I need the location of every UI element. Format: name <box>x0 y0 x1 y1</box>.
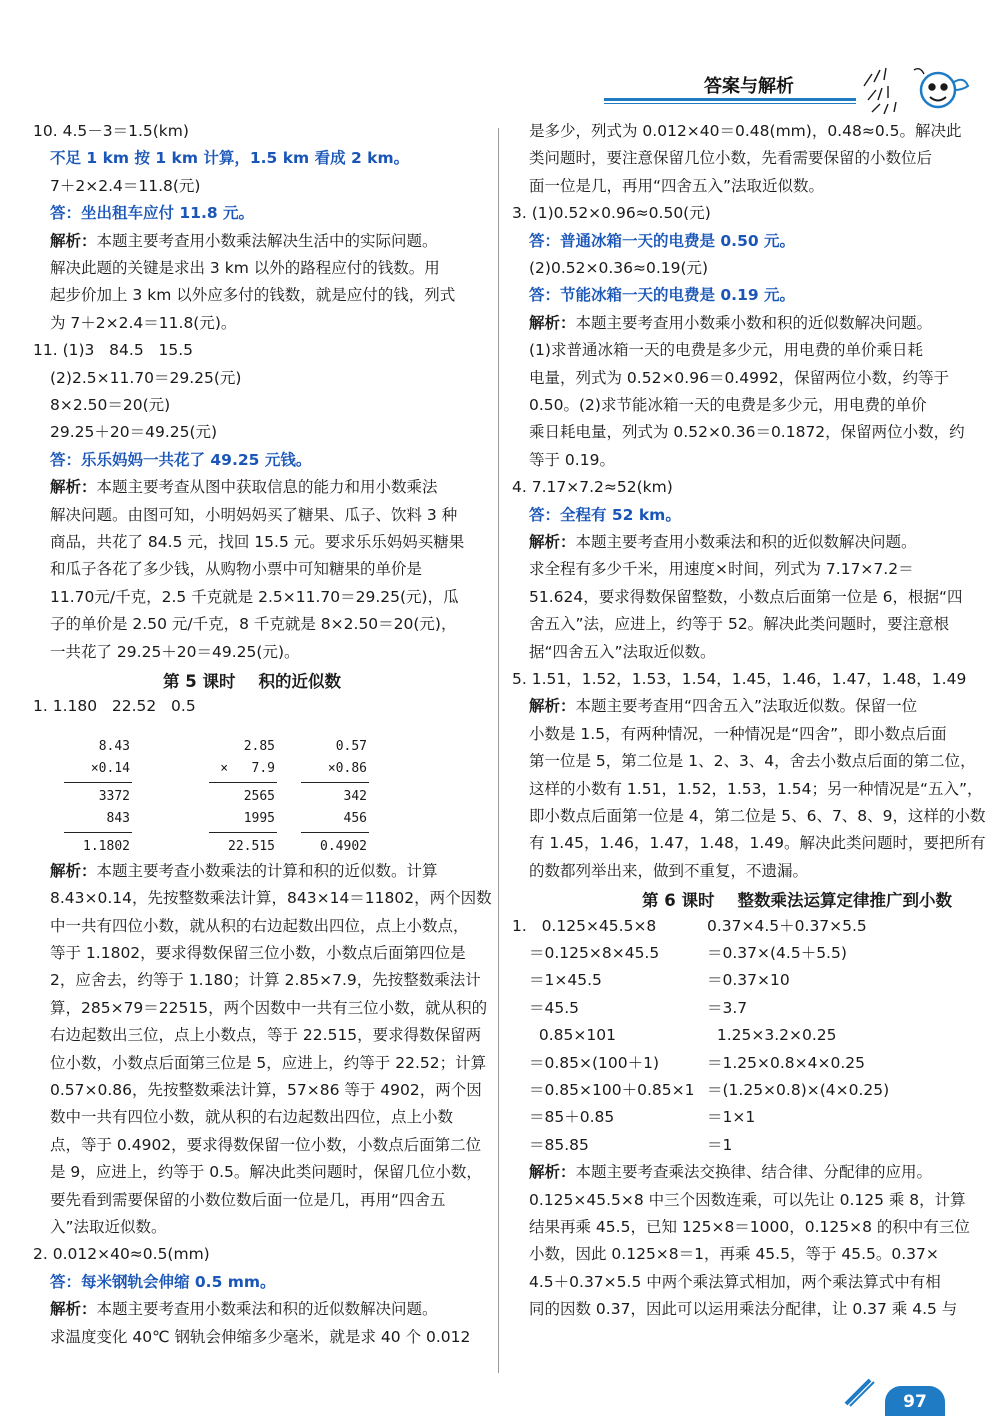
line-text: 0.50。(2)求节能冰箱一天的电费是多少元，用电费的单价 <box>529 396 927 414</box>
text-line <box>529 1214 970 1241</box>
line-text: 位小数，小数点后面第三位是 5，应进上，约等于 22.52；计算 <box>50 1053 487 1072</box>
line-text: (2)2.5×11.70＝29.25(元) <box>50 368 242 387</box>
line-text: 算，285×79＝22515，两个因数中一共有三位小数，就从积的 <box>50 998 488 1017</box>
second-calculation-line: ＝(1.25×0.8)×(4×0.25) <box>707 1081 890 1099</box>
line-text: 一共花了 29.25＋20＝49.25(元)。 <box>50 642 300 661</box>
line-text: 3. (1)0.52×0.96≈0.50(元) <box>512 204 711 223</box>
text-line <box>529 611 949 638</box>
text-line <box>50 1159 482 1186</box>
line-text: 11. (1)3 84.5 15.5 <box>33 341 193 360</box>
calc-p2: 1995 <box>243 811 275 826</box>
calc-r: 22.515 <box>228 839 275 854</box>
line-text: 是 9，应进上，约等于 0.5。解决此类问题时，保留几位小数， <box>50 1163 482 1182</box>
line-text: ＝1×45.5 <box>529 971 602 990</box>
text-line <box>529 392 926 419</box>
line-text: 点，等于 0.4902，要求得数保留一位小数，小数点后面第二位 <box>50 1135 482 1154</box>
line-text: 0.85×101 <box>529 1026 616 1045</box>
calc-rule <box>209 782 277 783</box>
header-title: 答案与解析 <box>704 76 794 97</box>
text-line <box>529 995 579 1022</box>
line-text: 8×2.50＝20(元) <box>50 396 171 414</box>
explanation-line <box>50 228 438 255</box>
text-line <box>50 1050 486 1077</box>
explanation-label: 解析： <box>50 1300 97 1319</box>
text-line <box>529 145 932 172</box>
calc-p1: 3372 <box>98 789 130 804</box>
text-line <box>529 255 708 282</box>
calc-b: ×0.14 <box>90 761 130 776</box>
line-text: 舍五入”法，应进上，约等于 52。解决此类问题时，要注意根 <box>529 615 950 634</box>
explanation-line <box>529 310 932 337</box>
calc-r: 0.4902 <box>320 839 367 854</box>
text-line <box>529 1077 694 1104</box>
section-heading <box>642 887 952 914</box>
second-calculation-line: ＝0.37×10 <box>707 971 790 990</box>
line-text: 本题主要考查用小数乘法解决生活中的实际问题。 <box>96 231 438 250</box>
line-text: 本题主要考查用“四舍五入”法取近似数。保留一位 <box>575 697 918 716</box>
text-line <box>50 611 456 638</box>
line-text: 同的因数 0.37，因此可以运用乘法分配律，让 0.37 乘 4.5 与 <box>529 1300 958 1319</box>
text-line <box>529 830 986 857</box>
second-calculation-line: ＝1 <box>707 1135 733 1154</box>
line-text: ＝0.85×(100＋1) <box>529 1053 660 1072</box>
line-text: 是多少，列式为 0.012×40＝0.48(mm)，0.48≈0.5。解决此 <box>529 122 962 140</box>
text-line <box>529 1241 939 1268</box>
line-text: 5. 1.51，1.52，1.53，1.54，1.45，1.46，1.47，1.48，1.49 <box>512 670 967 688</box>
text-line <box>529 721 947 748</box>
explanation-label: 解析： <box>50 478 97 497</box>
line-text: 有 1.45，1.46，1.47，1.48，1.49。解决此类问题时，要把所有 <box>529 834 986 853</box>
explanation-line <box>50 1296 438 1323</box>
line-text: 答：全程有 52 km。 <box>529 505 681 524</box>
calc-b: ×0.86 <box>327 761 367 776</box>
line-text: 0.125×45.5×8 中三个因数连乘，可以先让 0.125 乘 8，计算 <box>529 1190 966 1209</box>
line-text: 11.70元/千克，2.5 千克就是 2.5×11.70＝29.25(元)，瓜 <box>50 587 459 606</box>
line-text: 子的单价是 2.50 元/千克，8 千克就是 8×2.50＝20(元)， <box>50 615 457 634</box>
line-text: 2，应舍去，约等于 1.180；计算 2.85×7.9，先按整数乘法计 <box>50 971 481 990</box>
second-calculation-line: 0.37×4.5＋0.37×5.5 <box>707 916 867 935</box>
text-line <box>50 255 440 282</box>
line-text: 结果再乘 45.5，已知 125×8＝1000，0.125×8 的积中有三位 <box>529 1218 970 1236</box>
line-text: 电量，列式为 0.52×0.96＝0.4992，保留两位小数，约等于 <box>529 368 950 387</box>
second-calculation-line: ＝3.7 <box>707 998 748 1017</box>
line-text: 入”法取近似数。 <box>50 1218 167 1236</box>
line-text: 要先看到需要保留的小数位数后面一位是几，再用“四舍五 <box>50 1190 446 1209</box>
text-line <box>33 1241 210 1268</box>
text-line <box>529 419 965 446</box>
text-line <box>529 118 961 145</box>
text-line <box>529 858 808 885</box>
text-line <box>33 693 196 720</box>
line-text: 答：乐乐妈妈一共花了 49.25 元钱。 <box>50 450 312 469</box>
header-rule <box>604 98 856 101</box>
line-text: 第 5 课时 积的近似数 <box>163 672 341 691</box>
text-line <box>50 995 487 1022</box>
header-rule-thin <box>604 103 856 104</box>
text-line <box>50 419 217 446</box>
line-text: 求温度变化 40℃ 钢轨会伸缩多少毫米，就是求 40 个 0.012 <box>50 1327 471 1346</box>
line-text: 答：普通冰箱一天的电费是 0.50 元。 <box>529 231 796 250</box>
explanation-label: 解析： <box>529 1163 576 1182</box>
text-line <box>529 1022 616 1049</box>
line-text: ＝85＋0.85 <box>529 1108 615 1127</box>
calc-p1: 2565 <box>243 789 275 804</box>
text-line <box>50 1324 470 1351</box>
section-heading <box>163 668 341 695</box>
explanation-label: 解析： <box>529 313 576 332</box>
text-line <box>529 1132 589 1159</box>
calc-a: 8.43 <box>98 739 130 754</box>
cailianba-logo-icon <box>858 60 976 120</box>
line-text: 据“四舍五入”法取近似数。 <box>529 642 716 661</box>
line-text: 面一位是几，再用“四舍五入”法取近似数。 <box>529 176 825 195</box>
explanation-line <box>50 858 438 885</box>
line-text: 本题主要考查用小数乘法和积的近似数解决问题。 <box>96 1300 438 1319</box>
line-text: 求全程有多少千米，用速度×时间，列式为 7.17×7.2＝ <box>529 560 914 579</box>
line-text: 本题主要考查小数乘法的计算和积的近似数。计算 <box>96 861 438 880</box>
text-line <box>529 748 976 775</box>
text-line <box>529 1104 614 1131</box>
line-text: 8.43×0.14，先按整数乘法计算，843×14＝11802，两个因数 <box>50 889 492 908</box>
text-line <box>529 776 983 803</box>
line-text: 等于 0.19。 <box>529 450 615 469</box>
explanation-label: 解析： <box>50 861 97 880</box>
second-calculation-line: 1.25×3.2×0.25 <box>707 1026 837 1045</box>
line-text: 1. 0.125×45.5×8 <box>512 916 657 935</box>
line-text: 2. 0.012×40≈0.5(mm) <box>33 1245 210 1264</box>
line-text: 不足 1 km 按 1 km 计算，1.5 km 看成 2 km。 <box>50 149 410 168</box>
calc-p2: 456 <box>343 811 367 826</box>
line-text: 本题主要考查从图中获取信息的能力和用小数乘法 <box>96 478 438 497</box>
text-line <box>529 337 923 364</box>
explanation-line <box>50 474 438 501</box>
text-line <box>50 584 459 611</box>
calc-p2: 843 <box>106 811 130 826</box>
text-line <box>50 885 492 912</box>
text-line <box>529 556 914 583</box>
text-line <box>529 803 986 830</box>
line-text: 本题主要考查用小数乘法和积的近似数解决问题。 <box>575 533 917 551</box>
line-text: 解决此题的关键是求出 3 km 以外的路程应付的钱数。用 <box>50 259 440 277</box>
line-text: (2)0.52×0.36≈0.19(元) <box>529 259 709 277</box>
line-text: 起步价加上 3 km 以外应多付的钱数，就是应付的钱，列式 <box>50 286 456 305</box>
line-text: 即小数点后面第一位是 4，第二位是 5、6、7、8、9，这样的小数 <box>529 807 986 825</box>
line-text: 第 6 课时 整数乘法运算定律推广到小数 <box>642 891 952 911</box>
text-line <box>529 967 602 994</box>
line-text: 4. 7.17×7.2≈52(km) <box>512 478 673 497</box>
calc-a: 2.85 <box>243 739 275 754</box>
text-line <box>50 1022 481 1049</box>
line-text: 29.25＋20＝49.25(元) <box>50 423 218 442</box>
answer-line <box>50 145 409 172</box>
line-text: 这样的小数有 1.51，1.52，1.53，1.54；另一种情况是“五入”， <box>529 779 983 798</box>
line-text: 等于 1.1802，要求得数保留三位小数，小数点后面第四位是 <box>50 944 466 962</box>
line-text: 答：每米钢轨会伸缩 0.5 mm。 <box>50 1272 276 1291</box>
text-line <box>529 365 949 392</box>
explanation-label: 解析： <box>529 533 576 551</box>
line-text: 7＋2×2.4＝11.8(元) <box>50 176 201 195</box>
second-calculation-line: ＝1.25×0.8×4×0.25 <box>707 1053 865 1072</box>
answer-line <box>529 502 681 529</box>
text-line <box>50 1214 167 1241</box>
text-line <box>33 337 193 364</box>
line-text: 答：节能冰箱一天的电费是 0.19 元。 <box>529 286 796 305</box>
text-line <box>50 967 481 994</box>
text-line <box>529 940 659 967</box>
answer-line <box>529 282 795 309</box>
line-text: 51.624，要求得数保留整数，小数点后面第一位是 6，根据“四 <box>529 587 963 606</box>
text-line <box>50 282 455 309</box>
text-line <box>529 1187 966 1214</box>
answer-line <box>50 200 254 227</box>
text-line <box>529 1296 957 1323</box>
explanation-line <box>529 693 917 720</box>
line-text: 数中一共有四位小数，就从积的右边起数出四位，点上小数 <box>50 1108 454 1127</box>
text-line <box>50 556 422 583</box>
column-divider <box>498 128 499 1373</box>
calc-rule <box>301 832 369 833</box>
text-line <box>50 913 469 940</box>
text-line <box>529 1050 659 1077</box>
calc-b: × 7.9 <box>220 761 275 776</box>
line-text: 的数都列举出来，做到不重复，不遗漏。 <box>529 861 809 880</box>
text-line <box>512 666 966 693</box>
line-text: 右边起数出三位，点上小数点，等于 22.515，要求得数保留两 <box>50 1026 482 1045</box>
text-line <box>50 940 466 967</box>
explanation-line <box>529 529 917 556</box>
line-text: 中一共有四位小数，就从积的右边起数出四位，点上小数点， <box>50 916 469 935</box>
line-text: 答：坐出租车应付 11.8 元。 <box>50 204 255 223</box>
text-line <box>50 1132 481 1159</box>
text-line <box>50 502 457 529</box>
line-text: 和瓜子各花了多少钱，从购物小票中可知糖果的单价是 <box>50 560 423 579</box>
calc-rule <box>301 782 369 783</box>
line-text: 10. 4.5－3＝1.5(km) <box>33 122 189 140</box>
text-line <box>50 1104 453 1131</box>
calc-p1: 342 <box>343 789 367 804</box>
line-text: ＝0.125×8×45.5 <box>529 944 660 962</box>
explanation-label: 解析： <box>50 231 97 250</box>
text-line <box>512 474 673 501</box>
line-text: 商品，共花了 84.5 元，找回 15.5 元。要求乐乐妈妈买糖果 <box>50 533 465 551</box>
line-text: 小数，因此 0.125×8＝1，再乘 45.5，等于 45.5。0.37× <box>529 1245 939 1264</box>
text-line <box>50 1077 482 1104</box>
text-line <box>50 173 200 200</box>
line-text: 小数是 1.5，有两种情况，一种情况是“四舍”，即小数点后面 <box>529 724 947 743</box>
pen-icon <box>842 1374 878 1410</box>
line-text: 本题主要考查用小数乘小数和积的近似数解决问题。 <box>575 313 933 332</box>
line-text: 本题主要考查乘法交换律、结合律、分配律的应用。 <box>575 1163 933 1182</box>
answer-line <box>529 228 795 255</box>
calc-a: 0.57 <box>335 739 367 754</box>
text-line <box>50 1187 446 1214</box>
text-line <box>50 639 300 666</box>
line-text: 4.5＋0.37×5.5 中两个乘法算式相加，两个乘法算式中有相 <box>529 1272 941 1291</box>
answer-line <box>50 447 311 474</box>
text-line <box>50 310 236 337</box>
page-number: 97 <box>885 1386 945 1416</box>
line-text: 为 7＋2×2.4＝11.8(元)。 <box>50 313 237 332</box>
vertical-calculations <box>33 738 493 858</box>
calc-rule <box>64 782 132 783</box>
second-calculation-line: ＝1×1 <box>707 1108 756 1127</box>
text-line <box>33 118 189 145</box>
explanation-line <box>529 1159 932 1186</box>
line-text: 乘日耗电量，列式为 0.52×0.36＝0.1872，保留两位小数，约 <box>529 423 965 442</box>
line-text: 第一位是 5，第二位是 1、2、3、4，舍去小数点后面的第二位， <box>529 752 976 771</box>
text-line <box>529 639 716 666</box>
calc-rule <box>209 832 277 833</box>
line-text: ＝45.5 <box>529 998 580 1017</box>
line-text: ＝0.85×100＋0.85×1 <box>529 1081 695 1099</box>
calc-r: 1.1802 <box>83 839 130 854</box>
text-line <box>50 365 241 392</box>
answer-line <box>50 1269 276 1296</box>
line-text: 0.57×0.86，先按整数乘法计算，57×86 等于 4902，两个因 <box>50 1081 482 1099</box>
line-text: 解决问题。由图可知，小明妈妈买了糖果、瓜子、饮料 3 种 <box>50 505 458 524</box>
explanation-label: 解析： <box>529 697 576 716</box>
text-line <box>529 1269 941 1296</box>
line-text: (1)求普通冰箱一天的电费是多少元，用电费的单价乘日耗 <box>529 341 923 360</box>
text-line <box>529 173 824 200</box>
line-text: ＝85.85 <box>529 1135 589 1154</box>
calc-rule <box>64 832 132 833</box>
text-line <box>512 913 656 940</box>
line-text: 类问题时，要注意保留几位小数，先看需要保留的小数位后 <box>529 149 933 168</box>
line-text: 1. 1.180 22.52 0.5 <box>33 697 196 716</box>
text-line <box>50 529 464 556</box>
text-line <box>529 584 963 611</box>
text-line <box>50 392 170 419</box>
second-calculation-line: ＝0.37×(4.5＋5.5) <box>707 944 847 962</box>
text-line <box>529 447 615 474</box>
text-line <box>512 200 711 227</box>
